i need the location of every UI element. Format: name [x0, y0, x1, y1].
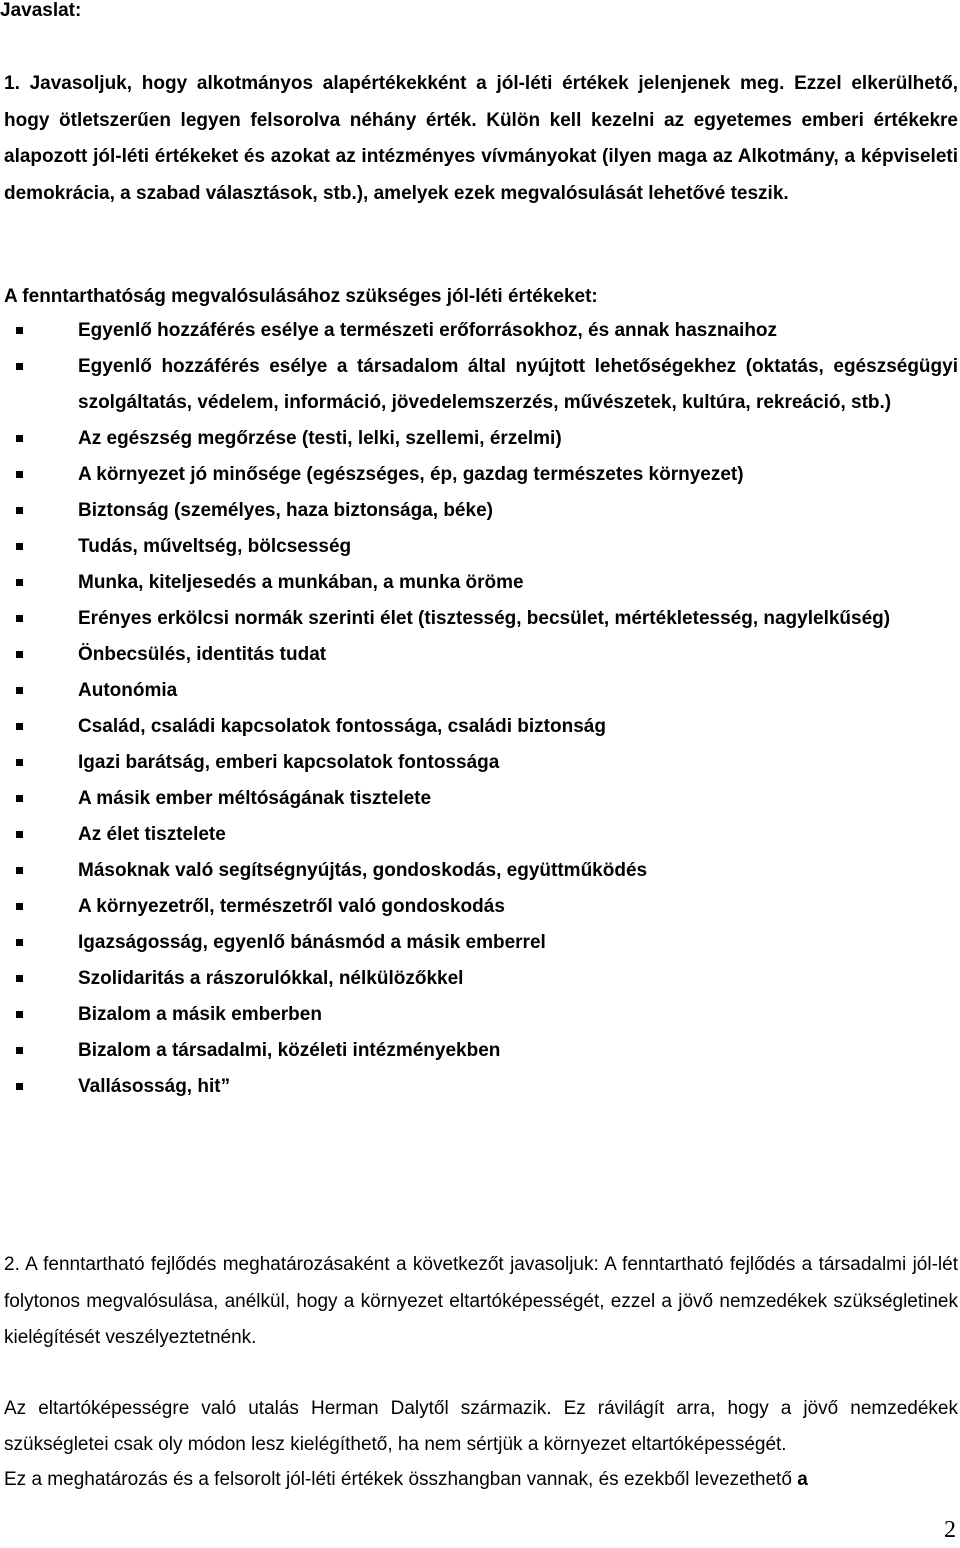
- list-item-text: A környezetről, természetről való gondoskodás: [78, 896, 505, 917]
- page-number: 2: [944, 1517, 956, 1543]
- list-item-text: A környezet jó minősége (egészséges, ép, gazdag természetes környezet): [78, 464, 744, 485]
- square-bullet-icon: [16, 579, 23, 586]
- square-bullet-icon: [16, 543, 23, 550]
- list-item-text: Bizalom a másik emberben: [78, 1004, 322, 1025]
- list-item: [4, 961, 958, 997]
- square-bullet-icon: [16, 975, 23, 982]
- list-item: [4, 745, 958, 781]
- list-item-text: Igazságosság, egyenlő bánásmód a másik emberrel: [78, 932, 546, 953]
- list-item-text: Egyenlő hozzáférés esélye a társadalom által nyújtott lehetőségekhez (oktatás, egészségügyi szolgáltatás, védelem, információ, jövedelemszerzés, művészetek, kultúra, rekreáció, stb.): [78, 356, 958, 413]
- square-bullet-icon: [16, 471, 23, 478]
- paragraph-4: [4, 1462, 958, 1498]
- list-item-text: Igazi barátság, emberi kapcsolatok fontossága: [78, 752, 500, 773]
- list-item-text: Egyenlő hozzáférés esélye a természeti erőforrásokhoz, és annak hasznaihoz: [78, 320, 778, 341]
- paragraph-4-bold: a: [797, 1469, 808, 1490]
- square-bullet-icon: [16, 795, 23, 802]
- list-item: [4, 601, 958, 637]
- square-bullet-icon: [16, 363, 23, 370]
- list-item: [4, 313, 958, 349]
- square-bullet-icon: [16, 939, 23, 946]
- square-bullet-icon: [16, 1047, 23, 1054]
- square-bullet-icon: [16, 651, 23, 658]
- list-item: [4, 853, 958, 889]
- list-item-text: Szolidaritás a rászorulókkal, nélkülözőkkel: [78, 968, 464, 989]
- list-item-text: Autonómia: [78, 680, 178, 701]
- square-bullet-icon: [16, 1011, 23, 1018]
- list-item-text: Az élet tisztelete: [78, 824, 226, 845]
- paragraph-3: Az eltartóképességre való utalás Herman Dalytől származik. Ez rávilágít arra, hogy a jövő nemzedékek szükségletei csak oly módon lesz kielégíthető, ha nem sértjük a környezet eltartóképességét.: [4, 1398, 958, 1455]
- list-item-text: Az egészség megőrzése (testi, lelki, szellemi, érzelmi): [78, 428, 562, 449]
- list-item: [4, 457, 958, 493]
- list-item: [4, 565, 958, 601]
- list-item: [4, 997, 958, 1033]
- list-item-text: Biztonság (személyes, haza biztonsága, béke): [78, 500, 493, 521]
- list-item: [4, 493, 958, 529]
- square-bullet-icon: [16, 831, 23, 838]
- list-item-text: Család, családi kapcsolatok fontossága, családi biztonság: [78, 716, 606, 737]
- square-bullet-icon: [16, 435, 23, 442]
- list-item-text: Másoknak való segítségnyújtás, gondoskodás, együttműködés: [78, 860, 648, 881]
- list-item-text: Munka, kiteljesedés a munkában, a munka öröme: [78, 572, 524, 593]
- paragraph-2: 2. A fenntartható fejlődés meghatározásaként a következőt javasoljuk: A fenntartható fejlődés a társadalmi jól-lét folytonos megvalósulása, anélkül, hogy a környezet eltartóképességét, ezzel a jövő nemzedékek szükségletinek kielégítését veszélyeztetnénk.: [4, 1254, 958, 1348]
- heading: Javaslat:: [0, 0, 82, 21]
- list-item-text: A másik ember méltóságának tisztelete: [78, 788, 432, 809]
- list-item: [4, 817, 958, 853]
- list-item-text: Erényes erkölcsi normák szerinti élet (tisztesség, becsület, mértékletesség, nagylelkűség): [78, 608, 891, 629]
- list-item: [4, 925, 958, 961]
- values-list: [4, 313, 958, 1105]
- list-item: [4, 637, 958, 673]
- paragraph-4-text: Ez a meghatározás és a felsorolt jól-léti értékek összhangban vannak, és ezekből levezethető: [4, 1469, 798, 1490]
- list-item-text: Önbecsülés, identitás tudat: [78, 644, 327, 665]
- list-item-text: Vallásosság, hit”: [78, 1076, 231, 1097]
- square-bullet-icon: [16, 903, 23, 910]
- list-item: [4, 421, 958, 457]
- square-bullet-icon: [16, 615, 23, 622]
- values-intro: A fenntarthatóság megvalósulásához szükséges jól-léti értékeket:: [4, 286, 598, 307]
- list-item: [4, 349, 958, 421]
- square-bullet-icon: [16, 759, 23, 766]
- square-bullet-icon: [16, 1083, 23, 1090]
- list-item-text: Tudás, műveltség, bölcsesség: [78, 536, 352, 557]
- square-bullet-icon: [16, 867, 23, 874]
- square-bullet-icon: [16, 687, 23, 694]
- list-item: [4, 673, 958, 709]
- list-item: [4, 529, 958, 565]
- square-bullet-icon: [16, 723, 23, 730]
- list-item: [4, 709, 958, 745]
- paragraph-1: 1. Javasoljuk, hogy alkotmányos alapértékekként a jól-léti értékek jelenjenek meg. Ezzel elkerülhető, hogy ötletszerűen legyen felsorolva néhány érték. Külön kell kezelni az egyetemes emberi értékekre alapozott jól-léti értékeket és azokat az intézményes vívmányokat (ilyen maga az Alkotmány, a képviseleti demokrácia, a szabad választások, stb.), amelyek ezek megvalósulását lehetővé teszik.: [4, 73, 958, 204]
- square-bullet-icon: [16, 507, 23, 514]
- list-item: [4, 889, 958, 925]
- list-item-text: Bizalom a társadalmi, közéleti intézményekben: [78, 1040, 501, 1061]
- list-item: [4, 1033, 958, 1069]
- list-item: [4, 781, 958, 817]
- square-bullet-icon: [16, 327, 23, 334]
- list-item: [4, 1069, 958, 1105]
